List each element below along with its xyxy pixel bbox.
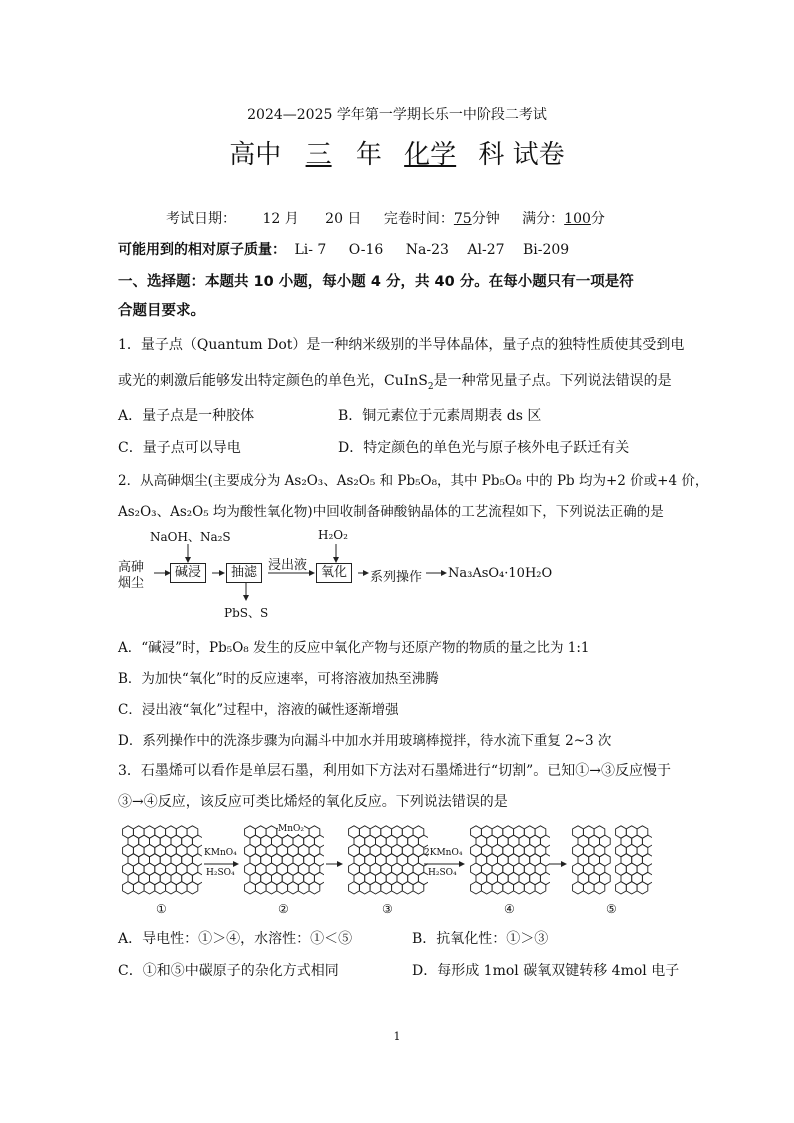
q1-formula: CuInS: [384, 373, 428, 389]
label-2: ②: [278, 902, 289, 916]
process-flow-diagram: [118, 526, 578, 622]
label-1: ①: [156, 902, 167, 916]
date-label: 考试日期：: [166, 211, 236, 227]
mass-li: Li- 7: [294, 242, 327, 258]
flow-filtrate: 浸出液: [268, 558, 308, 573]
time-label: 完卷时间：: [383, 211, 454, 227]
label-3: ③: [382, 902, 393, 916]
scheme-arrows: [118, 818, 678, 918]
graphene-scheme: [118, 818, 678, 920]
title-mid: 年: [355, 140, 382, 170]
flow-step-filter: 抽滤: [226, 563, 262, 583]
arrow1-reagent-bottom: H₂SO₄: [206, 868, 235, 878]
q2-stem-line2: As₂O₃、As₂O₅ 均为酸性氧化物)中回收制备砷酸钠晶体的工艺流程如下，下列说法正确的是: [118, 504, 664, 520]
mass-al: Al-27: [467, 242, 505, 258]
q3-option-c: C．①和⑤中碳原子的杂化方式相同: [118, 963, 339, 979]
flow-step-alkali-leach: 碱浸: [170, 563, 206, 583]
atomic-mass-line: [118, 239, 569, 259]
mass-na: Na-23: [405, 242, 449, 258]
q1-option-d: D．特定颜色的单色光与原子核外电子跃迁有关: [338, 440, 630, 456]
page-title: [0, 134, 794, 171]
q1-option-a: A．量子点是一种胶体: [118, 408, 255, 424]
mass-o: O-16: [348, 242, 384, 258]
q2-option-a: A．“碱浸”时，Pb₅O₈ 发生的反应中氧化产物与还原产物的物质的量之比为 1:1: [118, 640, 590, 656]
score-value: 100: [564, 211, 591, 227]
q2-stem-line1: 2．从高砷烟尘(主要成分为 As₂O₃、As₂O₅ 和 Pb₅O₈，其中 Pb₅O₈ 中的 Pb 均为+2 价或+4 价，: [118, 473, 709, 489]
q1-option-c: C．量子点可以导电: [118, 440, 241, 456]
flow-product: Na₃AsO₄·10H₂O: [448, 566, 553, 581]
q3-stem-line2: ③→④反应，该反应可类比烯烃的氧化反应。下列说法错误的是: [118, 794, 508, 810]
section-heading-cont: 合题目要求。: [118, 303, 205, 319]
arrow1-reagent-top: KMnO₄: [204, 848, 237, 858]
time-unit: 分钟: [471, 211, 500, 227]
flow-step-oxidize: 氧化: [316, 563, 352, 583]
title-subject: 化学: [404, 140, 457, 170]
page-number: 1: [393, 1030, 401, 1043]
time-value: 75: [453, 211, 472, 227]
flow-start-bottom: 烟尘: [118, 576, 145, 591]
arrow2-reagent-bottom: H₂SO₄: [428, 868, 457, 878]
atomic-mass-label: 可能用到的相对原子质量：: [118, 242, 286, 258]
title-pre: 高中: [229, 140, 282, 170]
title-grade: 三: [305, 140, 332, 170]
flow-residue: PbS、S: [224, 606, 269, 620]
mass-bi: Bi-209: [522, 242, 570, 258]
score-unit: 分: [590, 211, 605, 227]
flow-start-top: 高砷: [118, 560, 145, 575]
q1-stem-line1: 1．量子点（Quantum Dot）是一种纳米级别的半导体晶体，量子点的独特性质使其受到电: [118, 337, 685, 353]
q1-option-b: B．铜元素位于元素周期表 ds 区: [338, 408, 542, 424]
q3-stem-line1: 3．石墨烯可以看作是单层石墨，利用如下方法对石墨烯进行“切割”。已知①→③反应慢于: [118, 763, 671, 779]
q1-stem-pre: 或光的刺激后能够发出特定颜色的单色光，: [118, 373, 384, 389]
q1-stem-line2: [118, 370, 672, 392]
mno2-label: MnO₂: [278, 824, 304, 834]
school-line: 2024—2025 学年第一学期长乐一中阶段二考试: [247, 107, 547, 123]
q3-option-d: D．每形成 1mol 碳氧双键转移 4mol 电子: [412, 963, 680, 979]
flow-step-series: 系列操作: [370, 570, 423, 585]
q1-formula-sub: 2: [427, 381, 434, 392]
q3-option-a: A．导电性：①＞④，水溶性：①＜⑤: [118, 931, 353, 947]
section-heading: 一、选择题：本题共 10 小题，每小题 4 分，共 40 分。在每小题只有一项是符: [118, 274, 634, 290]
label-5: ⑤: [606, 902, 617, 916]
q2-option-d: D．系列操作中的洗涤步骤为向漏斗中加水并用玻璃棒搅拌，待水流下重复 2~3 次: [118, 733, 612, 749]
date-day: 20 日: [325, 211, 362, 227]
flow-reagent1: NaOH、Na₂S: [150, 530, 231, 544]
date-month: 12 月: [262, 211, 299, 227]
flow-reagent2: H₂O₂: [318, 528, 348, 542]
label-4: ④: [504, 902, 515, 916]
score-label: 满分：: [522, 211, 565, 227]
arrow2-reagent-top: 2KMnO₄: [424, 848, 463, 858]
q2-option-c: C．浸出液“氧化”过程中，溶液的碱性逐渐增强: [118, 702, 399, 718]
q3-option-b: B．抗氧化性：①＞③: [412, 931, 549, 947]
title-post: 科 试卷: [478, 140, 565, 170]
exam-info: [166, 208, 605, 228]
q2-option-b: B．为加快“氧化”时的反应速率，可将溶液加热至沸腾: [118, 671, 439, 687]
q1-stem-post: 是一种常见量子点。下列说法错误的是: [433, 373, 672, 389]
